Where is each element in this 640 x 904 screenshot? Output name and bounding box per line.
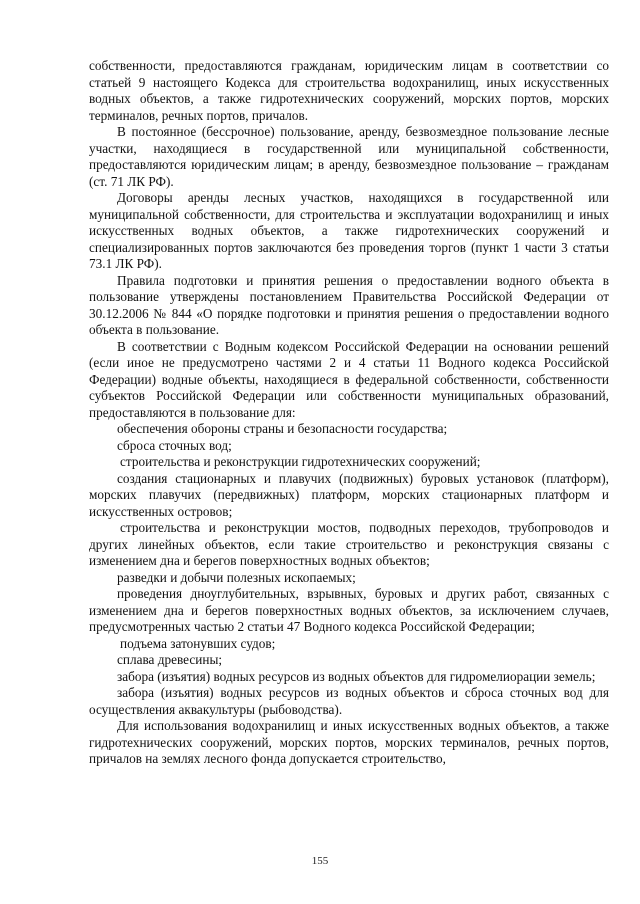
list-item: проведения дноуглубительных, взрывных, буровых и других работ, связанных с изменением дна и берегов поверхностных водных объектов, за исключением случаев, предусмотренных частью 2 статьи 47 Водного кодекса Российской Федерации;: [89, 586, 609, 634]
paragraph-5: В соответствии с Водным кодексом Российской Федерации на основании решений (если иное не предусмотрено частями 2 и 4 статьи 11 Водного кодекса Российской Федерации) водные объекты, находящиеся в федеральной собственности, собственности субъектов Российской Федерации или собственности муниципальных образований, предоставляются в пользование для:: [89, 338, 609, 420]
list-item: забора (изъятия) водных ресурсов из водных объектов для гидромелиорации земель;: [117, 668, 596, 684]
list-item: сброса сточных вод;: [117, 437, 232, 453]
paragraph-final: Для использования водохранилищ и иных искусственных водных объектов, а также гидротехнических сооружений, морских портов, морских терминалов, речных портов, причалов на землях лесного фонда допускается строительство,: [89, 718, 609, 766]
list-item: строительства и реконструкции гидротехнических сооружений;: [120, 454, 481, 469]
paragraph-3: Договоры аренды лесных участков, находящихся в государственной или муниципальной собственности, для строительства и эксплуатации водохранилищ и иных искусственных водных объектов, а также гидротехнических сооружений и специализированных портов заключаются без проведения торгов (пункт 1 части 3 статьи 73.1 ЛК РФ).: [89, 190, 609, 271]
page-body: [89, 58, 609, 768]
list-item: строительства и реконструкции мостов, подводных переходов, трубопроводов и других линейных объектов, если такие строительство и реконструкция связаны с изменением дна и берегов поверхностных водных объектов;: [89, 520, 609, 568]
list-item: создания стационарных и плавучих (подвижных) буровых установок (платформ), морских плавучих (передвижных) платформ, морских стационарных платформ и искусственных островов;: [89, 470, 609, 519]
list-item: забора (изъятия) водных ресурсов из водных объектов и сброса сточных вод для осуществления аквакультуры (рыбоводства).: [89, 685, 609, 717]
page-number: 155: [311, 855, 329, 867]
list-item: подъема затонувших судов;: [120, 635, 276, 651]
list-item: разведки и добычи полезных ископаемых;: [117, 569, 356, 585]
list-item: сплава древесины;: [117, 652, 223, 667]
paragraph-2: В постоянное (бессрочное) пользование, аренду, безвозмездное пользование лесные участки, находящиеся в государственной или муниципальной собственности, предоставляются юридическим лицам; в аренду, безвозмездное пользование – гражданам (ст. 71 ЛК РФ).: [89, 124, 609, 189]
paragraph-1: собственности, предоставляются гражданам, юридическим лицам в соответствии со статьей 9 настоящего Кодекса для строительства водохранилищ, иных искусственных водных объектов, а также гидротехнических сооружений, морских портов, морских терминалов, речных портов, причалов.: [89, 58, 609, 123]
list-item: обеспечения обороны страны и безопасности государства;: [117, 421, 448, 436]
paragraph-4: Правила подготовки и принятия решения о предоставлении водного объекта в пользование утверждены постановлением Правительства Российской Федерации от 30.12.2006 № 844 «О порядке подготовки и принятия решения о предоставлении водного объекта в пользование.: [89, 272, 609, 337]
